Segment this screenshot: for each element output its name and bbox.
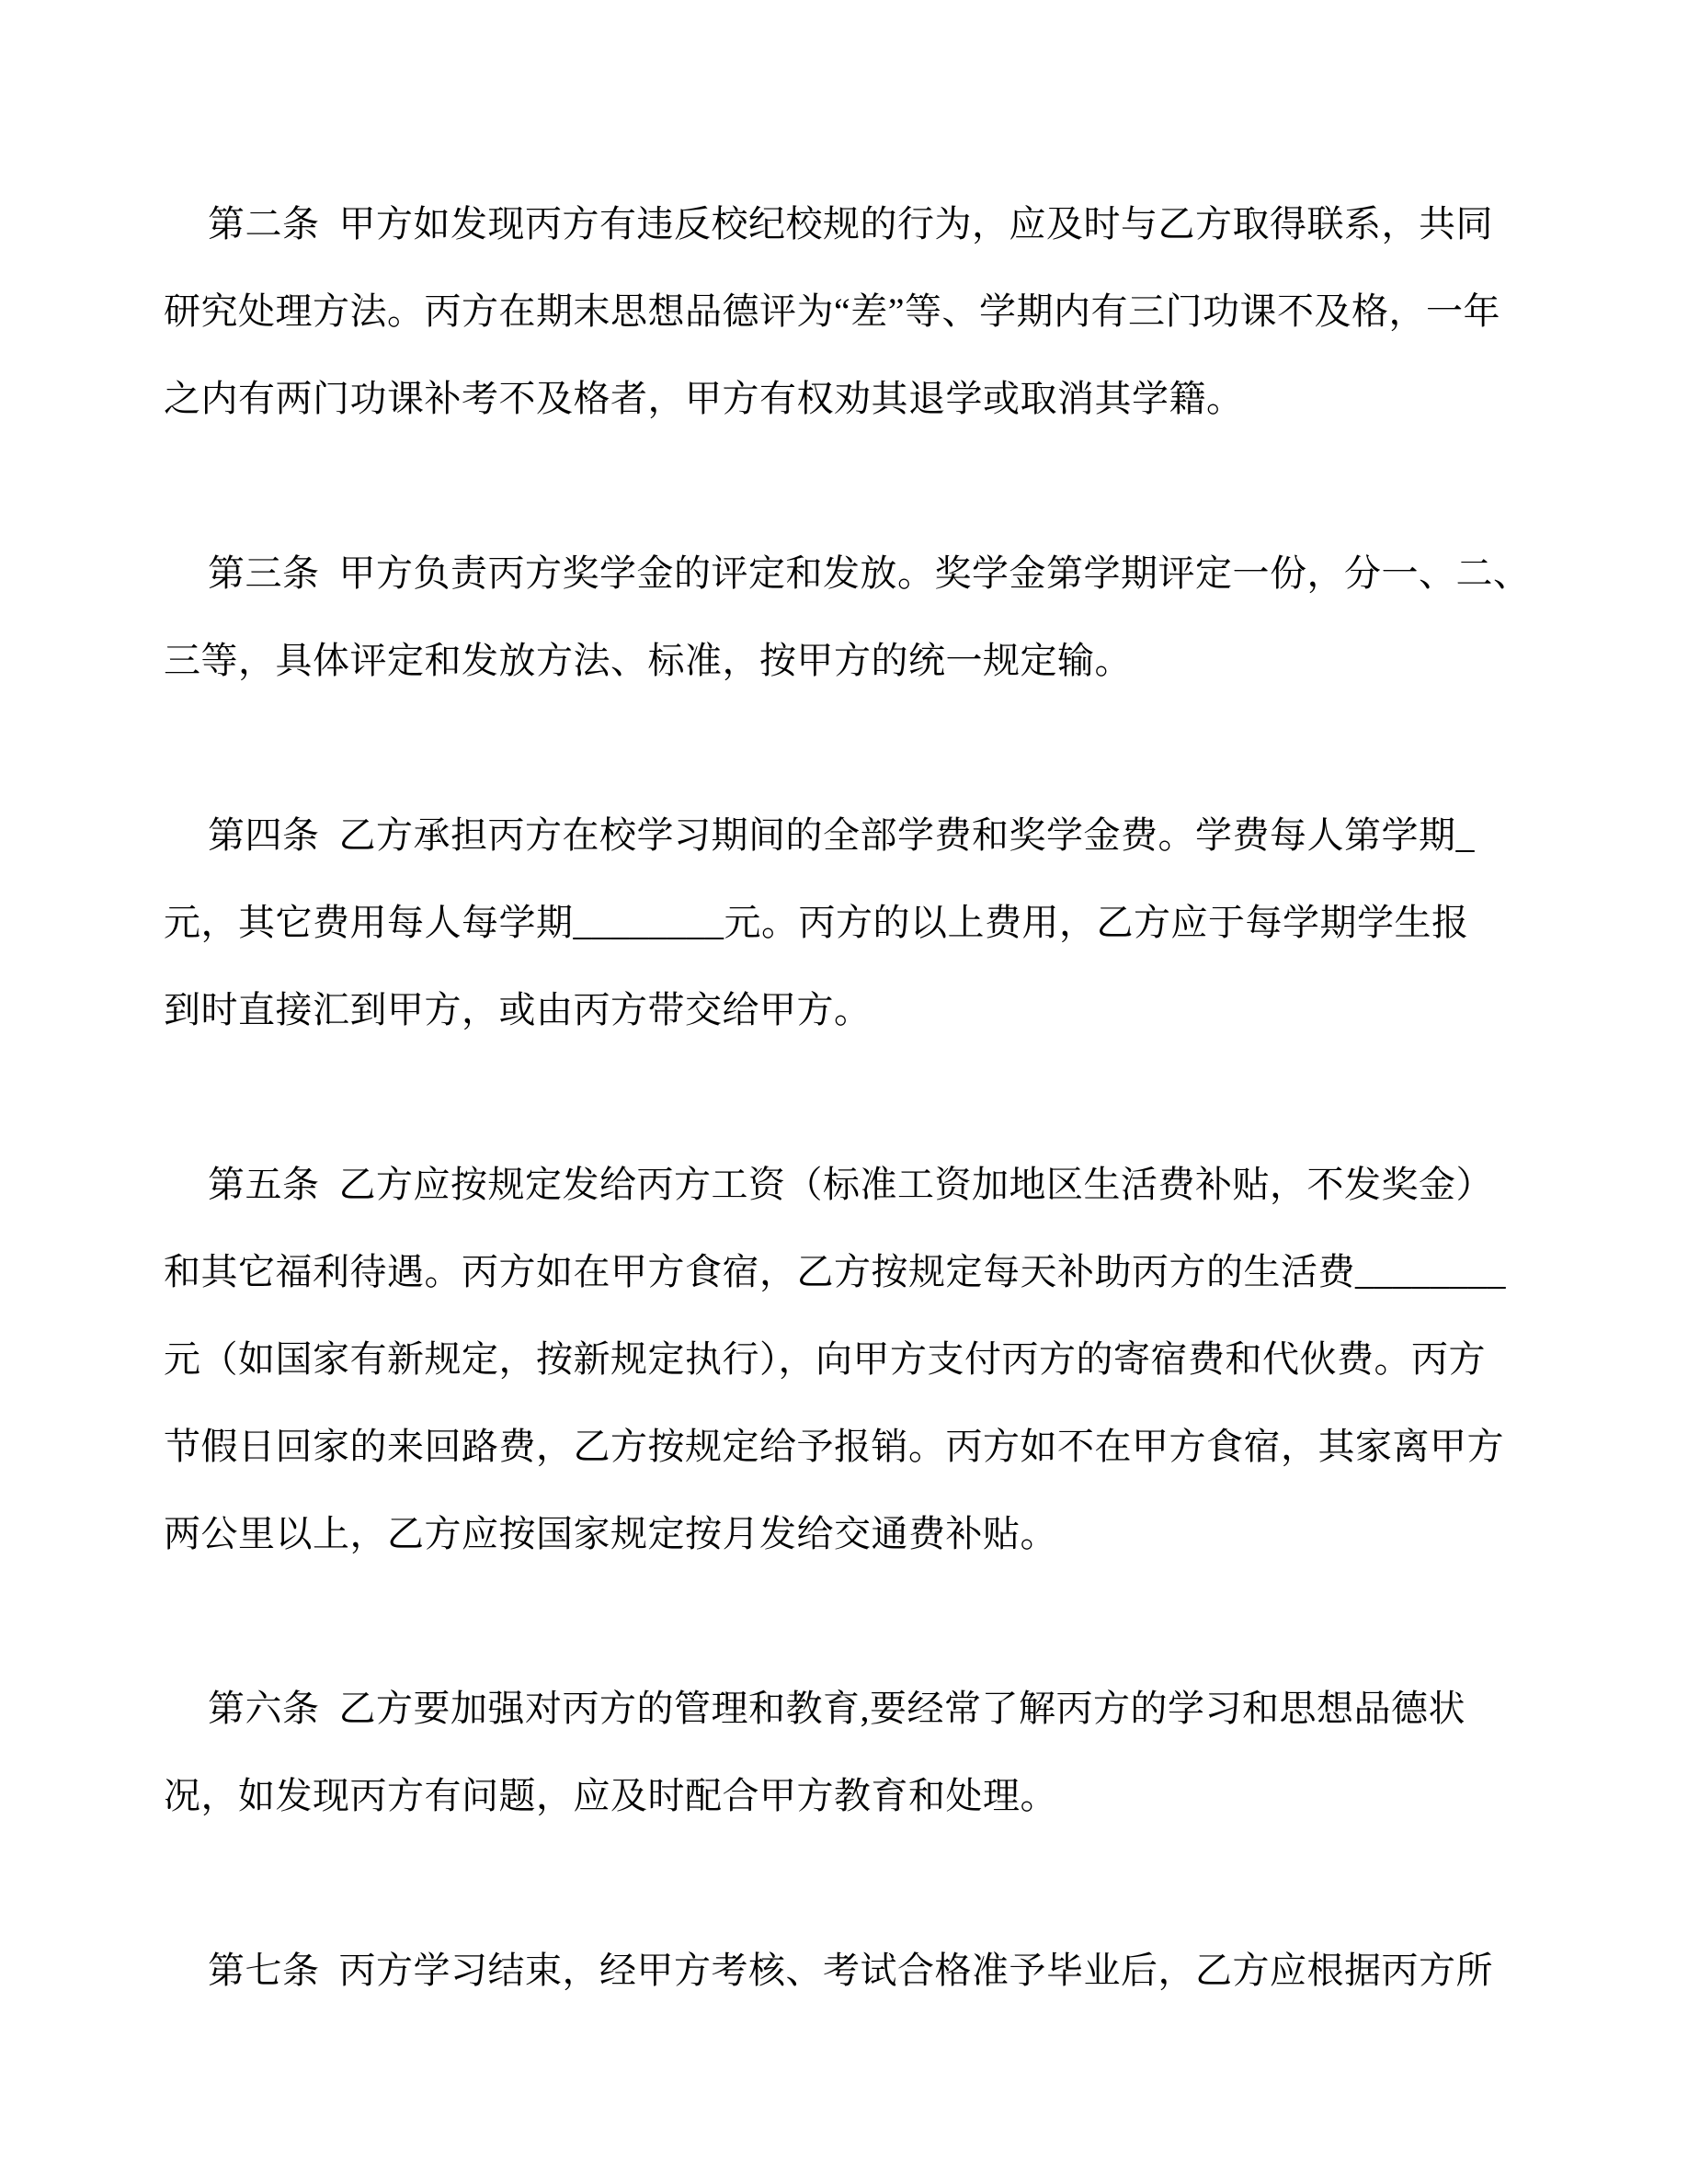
text-line: 元（如国家有新规定，按新规定执行），向甲方支付丙方的寄宿费和代伙费。丙方 [164, 1338, 1486, 1380]
text-line: 和其它福利待遇。丙方如在甲方食宿，乙方按规定每天补助丙方的生活费________ [164, 1251, 1506, 1292]
paragraph-article-2 [164, 180, 1524, 442]
text-line: 况，如发现丙方有问题，应及时配合甲方教育和处理。 [164, 1775, 1057, 1816]
paragraph-article-6 [164, 1665, 1524, 1839]
text-line: 第七条 丙方学习结束，经甲方考核、考试合格准予毕业后，乙方应根据丙方所 [208, 1950, 1493, 1991]
text-line: 之内有两门功课补考不及格者，甲方有权劝其退学或取消其学籍。 [164, 378, 1244, 419]
paragraph-article-5 [164, 1141, 1524, 1577]
text-line: 到时直接汇到甲方，或由丙方带交给甲方。 [164, 989, 872, 1030]
text-line: 三等，具体评定和发放方法、标准，按甲方的统一规定输。 [164, 640, 1132, 681]
text-line: 第四条 乙方承担丙方在校学习期间的全部学费和奖学金费。学费每人第学期_ [208, 814, 1475, 856]
text-line: 第六条 乙方要加强对丙方的管理和教育,要经常了解丙方的学习和思想品德状 [208, 1688, 1466, 1729]
text-line: 元，其它费用每人每学期________元。丙方的以上费用，乙方应于每学期学生报 [164, 902, 1469, 943]
text-line: 研究处理方法。丙方在期末思想品德评为“差”等、学期内有三门功课不及格，一年 [164, 290, 1501, 332]
text-line: 第五条 乙方应按规定发给丙方工资（标准工资加地区生活费补贴，不发奖金） [208, 1164, 1493, 1205]
text-line: 第二条 甲方如发现丙方有违反校纪校规的行为，应及时与乙方取得联系，共同 [208, 203, 1493, 245]
text-line: 第三条 甲方负责丙方奖学金的评定和发放。奖学金第学期评定一份，分一、二、 [208, 552, 1531, 594]
paragraph-article-3 [164, 529, 1531, 704]
paragraph-article-7 [164, 1927, 1524, 2014]
text-line: 两公里以上，乙方应按国家规定按月发给交通费补贴。 [164, 1513, 1057, 1554]
text-line: 节假日回家的来回路费，乙方按规定给予报销。丙方如不在甲方食宿，其家离甲方 [164, 1426, 1504, 1467]
document-body [164, 180, 1531, 2014]
paragraph-article-4 [164, 791, 1524, 1053]
